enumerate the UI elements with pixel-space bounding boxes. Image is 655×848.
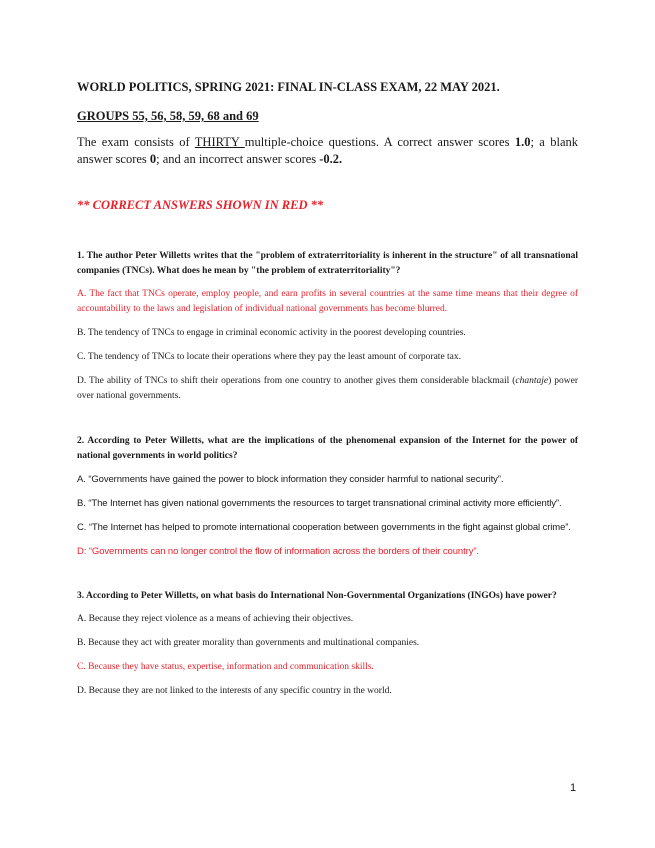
intro-blank-score: 0 — [149, 152, 157, 166]
page-number: 1 — [570, 782, 577, 794]
question-2 — [77, 434, 578, 559]
question-text: 2. According to Peter Willetts, what are the implications of the phenomenal expansion of the Internet for the power of national governments in world politics? — [77, 436, 578, 461]
intro-text: ; and an incorrect answer scores — [156, 152, 320, 166]
question-3 — [77, 589, 578, 699]
intro-incorrect-score: -0.2. — [319, 152, 343, 166]
option-b: B. Because they act with greater morality than governments and multinational companies. — [77, 638, 420, 648]
option-text: ) power over national governments. — [77, 376, 579, 401]
option-a: A. Because they reject violence as a means of achieving their objectives. — [77, 614, 354, 624]
option-a: A. “Governments have gained the power to block information they consider harmful to national security”. — [77, 474, 504, 485]
questions-list — [77, 249, 578, 699]
question-1 — [77, 249, 578, 404]
option-a-correct: A. The fact that TNCs operate, employ people, and earn profits in several countries at the same time means that their degree of accountability to the laws and legislation of individual national governments has become blurred. — [77, 289, 578, 314]
option-b: B. “The Internet has given national governments the resources to target transnational criminal activity more efficiently”. — [77, 498, 562, 509]
intro-thirty: THIRTY — [194, 135, 245, 149]
intro-text: The exam consists of — [77, 135, 195, 149]
option-d: D. Because they are not linked to the interests of any specific country in the world. — [77, 686, 392, 696]
option-b: B. The tendency of TNCs to engage in criminal economic activity in the poorest developing countries. — [77, 328, 466, 338]
intro-correct-score: 1.0 — [514, 135, 531, 149]
option-text: D. The ability of TNCs to shift their operations from one country to another gives them considerable blackmail ( — [77, 376, 516, 386]
option-c: C. “The Internet has helped to promote international cooperation between governments in the fight against global crime”. — [77, 522, 571, 533]
exam-groups: GROUPS 55, 56, 58, 59, 68 and 69 — [77, 109, 259, 123]
option-c: C. The tendency of TNCs to locate their operations where they pay the least amount of corporate tax. — [77, 352, 462, 362]
correct-answers-banner: ** CORRECT ANSWERS SHOWN IN RED ** — [77, 198, 324, 212]
option-italic-word: chantaje — [515, 376, 549, 386]
question-text: 1. The author Peter Willetts writes that the "problem of extraterritoriality is inherent in the structure" of all transnational companies (TNCs). What does he mean by "the problem of extraterritoriality"? — [77, 251, 578, 276]
exam-page — [77, 70, 578, 708]
option-d-correct: D: “Governments can no longer control the flow of information across the borders of their country”. — [77, 546, 479, 557]
question-text: 3. According to Peter Willetts, on what basis do International Non-Governmental Organizations (INGOs) have power? — [77, 591, 557, 601]
option-c-correct: C. Because they have status, expertise, information and communication skills. — [77, 662, 374, 672]
option-d — [77, 374, 578, 404]
intro-text: ; a blank answer scores — [77, 135, 578, 166]
exam-intro — [77, 134, 578, 168]
exam-title: WORLD POLITICS, SPRING 2021: FINAL IN-CLASS EXAM, 22 MAY 2021. — [77, 80, 500, 94]
intro-text: multiple-choice questions. A correct answer scores — [244, 135, 515, 149]
